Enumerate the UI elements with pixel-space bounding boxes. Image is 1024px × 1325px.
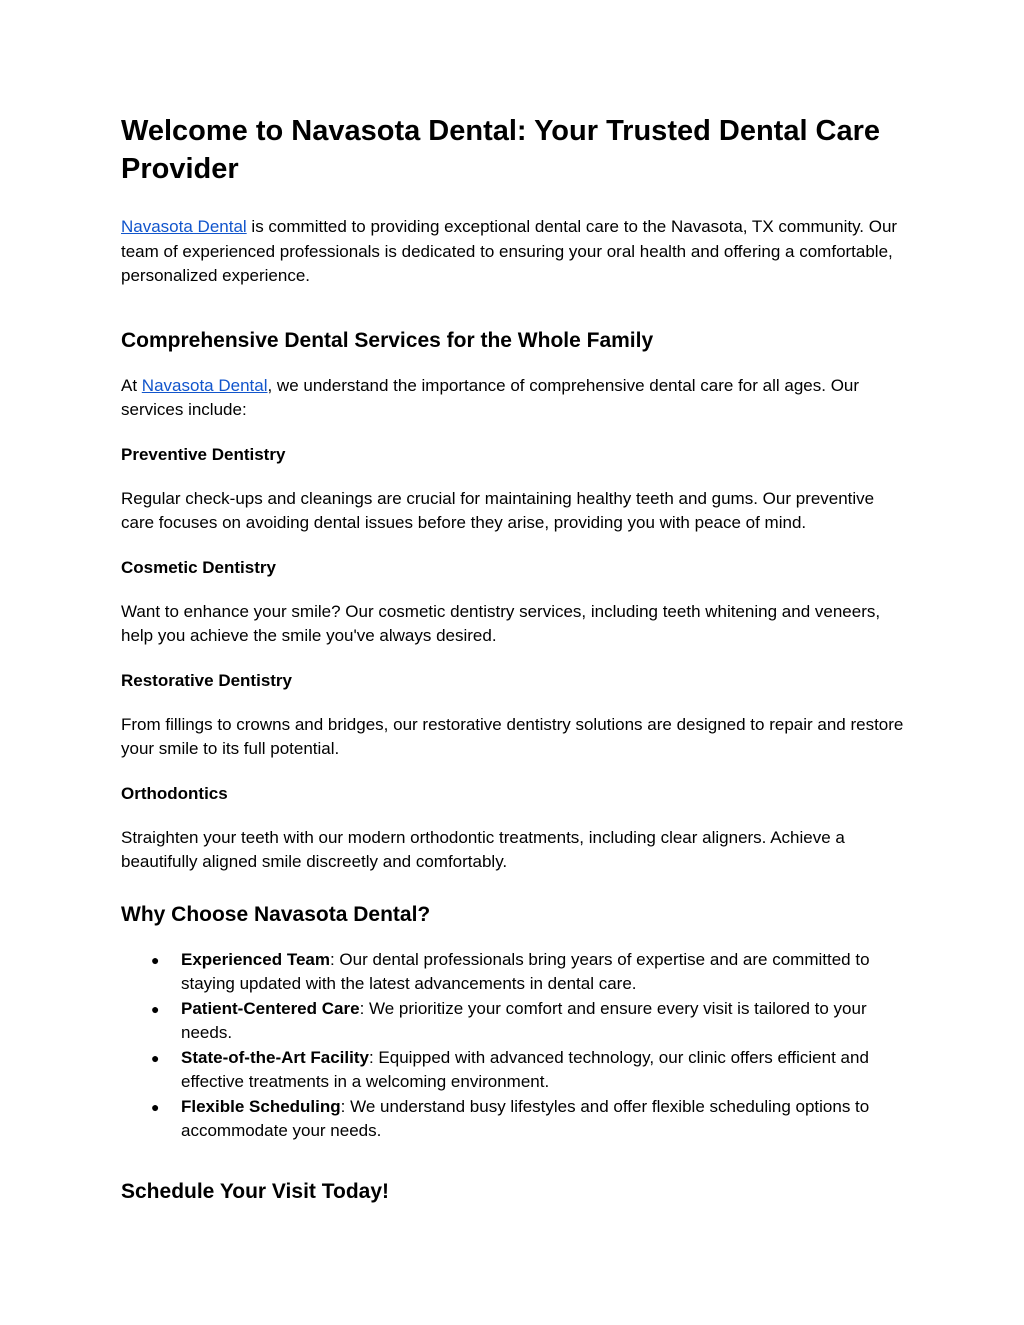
service-text-orthodontics: Straighten your teeth with our modern orthodontic treatments, including clear aligners. Achieve a beautifully aligned smile discreetly and comfortably.	[121, 827, 845, 871]
service-text-restorative: From fillings to crowns and bridges, our restorative dentistry solutions are designed to repair and restore your smile to its full potential.	[121, 714, 904, 758]
service-heading-preventive: Preventive Dentistry	[121, 444, 286, 464]
list-item-label: Flexible Scheduling	[181, 1096, 341, 1116]
bullet-icon: ●	[151, 1049, 160, 1066]
intro-text: is committed to providing exceptional dental care to the Navasota, TX community. Our team of experienced professionals is dedicated to ensuring your oral health and offering a comfortable, personalized experience.	[121, 217, 898, 285]
page-title: Welcome to Navasota Dental: Your Trusted Dental Care Provider	[121, 115, 881, 185]
services-heading: Comprehensive Dental Services for the Whole Family	[121, 328, 654, 352]
services-lead-prefix: At	[121, 375, 142, 395]
service-heading-cosmetic: Cosmetic Dentistry	[121, 557, 276, 577]
list-item	[121, 1046, 911, 1095]
service-text-cosmetic: Want to enhance your smile? Our cosmetic dentistry services, including teeth whitening and veneers, help you achieve the smile you've always desired.	[121, 601, 881, 645]
list-item-text: : Our dental professionals bring years of expertise and are committed to staying updated with the latest advancements in dental care.	[181, 949, 870, 993]
navasota-dental-link[interactable]: Navasota Dental	[121, 217, 247, 236]
list-item	[121, 997, 911, 1046]
list-item-label: Experienced Team	[181, 949, 330, 969]
list-item-label: State-of-the-Art Facility	[181, 1047, 369, 1067]
document-page	[121, 112, 911, 1225]
list-item	[121, 948, 911, 997]
service-text-preventive: Regular check-ups and cleanings are crucial for maintaining healthy teeth and gums. Our preventive care focuses on avoiding dental issues before they arise, providing you with peace of mind.	[121, 488, 875, 532]
service-heading-restorative: Restorative Dentistry	[121, 670, 293, 690]
list-item-label: Patient-Centered Care	[181, 998, 360, 1018]
list-item-text: : Equipped with advanced technology, our clinic offers efficient and effective treatments in a welcoming environment.	[181, 1047, 869, 1091]
list-item-text: : We prioritize your comfort and ensure every visit is tailored to your needs.	[181, 998, 867, 1042]
services-lead-paragraph	[121, 374, 911, 423]
services-lead-text: , we understand the importance of comprehensive dental care for all ages. Our services include:	[121, 375, 860, 419]
navasota-dental-link[interactable]: Navasota Dental	[141, 375, 268, 395]
bullet-icon: ●	[151, 951, 160, 968]
intro-paragraph	[121, 215, 911, 289]
list-item	[121, 1095, 911, 1144]
list-item-text: : We understand busy lifestyles and offer flexible scheduling options to accommodate your needs.	[181, 1096, 870, 1140]
why-choose-list	[121, 948, 911, 1144]
schedule-heading: Schedule Your Visit Today!	[121, 1179, 390, 1203]
bullet-icon: ●	[151, 1000, 160, 1017]
service-heading-orthodontics: Orthodontics	[121, 783, 228, 803]
why-choose-heading: Why Choose Navasota Dental?	[121, 902, 431, 926]
bullet-icon: ●	[151, 1098, 160, 1115]
